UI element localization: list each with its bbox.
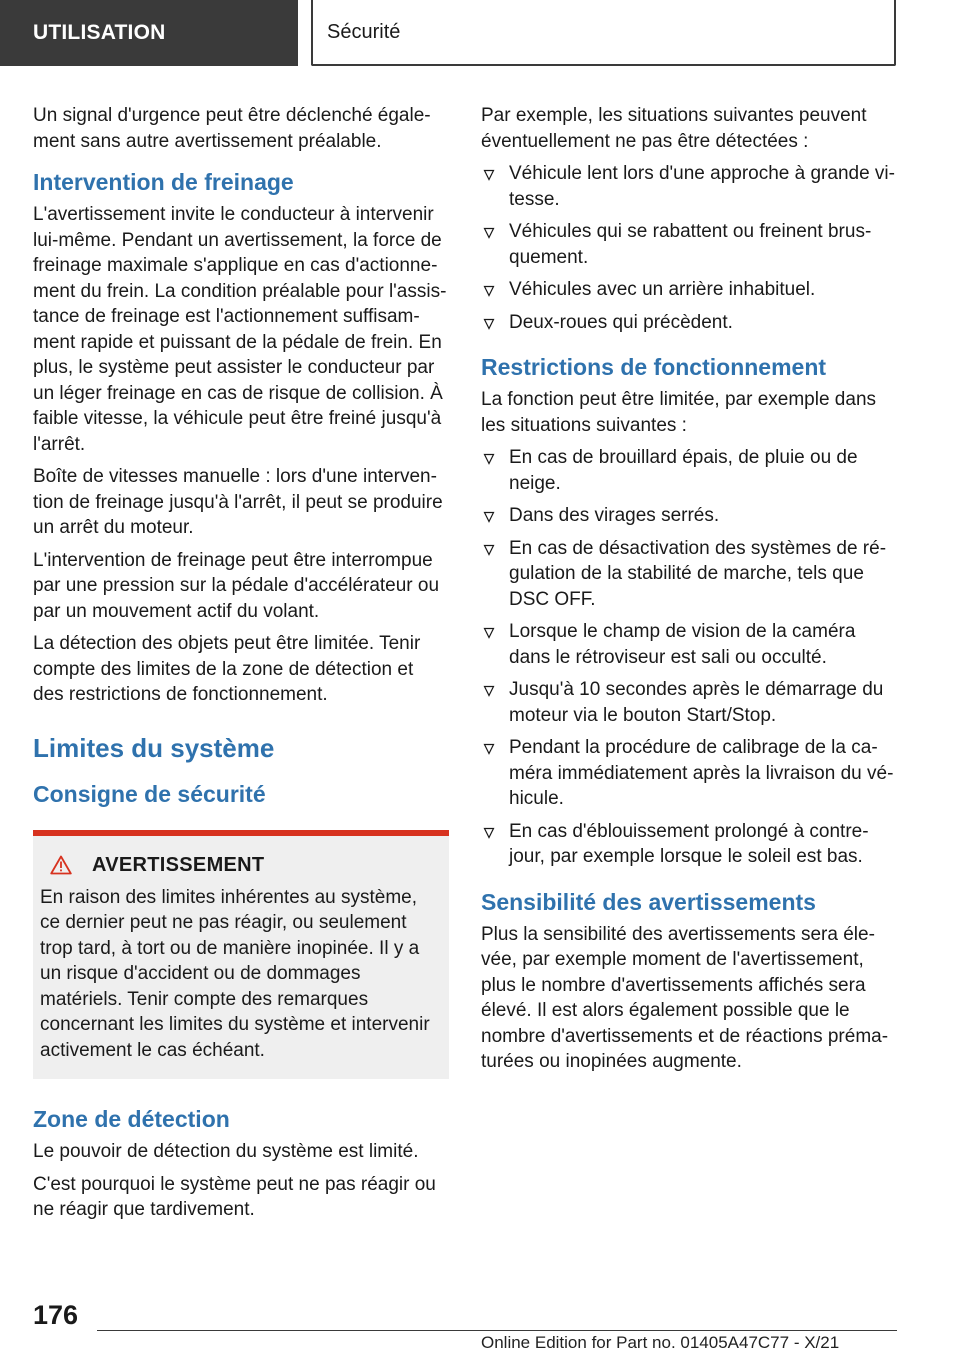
heading-restrictions: Restrictions de fonctionnement <box>481 354 827 380</box>
paragraph: Le pouvoir de détection du système est limité. <box>33 1141 419 1162</box>
paragraph: C'est pourquoi le système peut ne pas réagir ou ne réagir que tardivement. <box>33 1173 436 1220</box>
list-item: Deux-roues qui précèdent. <box>481 310 896 336</box>
triangle-bullet-icon <box>483 743 495 755</box>
paragraph: L'avertissement invite le conducteur à intervenir lui-même. Pendant un avertissement, la force de freinage maximale s'applique en cas d'actionnement du frein. La condition préalable pour l'assistance de freinage est l'actionnement suffisamment rapide et puissant de la pédale de frein. En plus, le système peut assister le conducteur par un léger freinage en cas de risque de collision. À faible vitesse, la véhicule peut être freiné jusqu'à l'arrêt. <box>33 204 447 455</box>
triangle-bullet-icon <box>483 318 495 330</box>
footer-divider <box>97 1330 897 1331</box>
triangle-bullet-icon <box>483 685 495 697</box>
warning-text: En raison des limites inhérentes au système, ce dernier peut ne pas réagir, ou seulement trop tard, à tort ou de manière inopinée. Il y a un risque d'accident ou de dommages matériels. Tenir compte des remarques concernant les limites du système et intervenir activement le cas échéant. <box>40 886 430 1061</box>
paragraph: L'intervention de freinage peut être interrompue par une pression sur la pédale d'accélérateur ou par un mouvement actif du volant. <box>33 549 440 622</box>
heading-limites: Limites du système <box>33 732 275 763</box>
section-title: Sécurité <box>311 0 896 66</box>
list-item: Dans des virages serrés. <box>481 503 896 529</box>
triangle-bullet-icon <box>483 227 495 239</box>
warning-title: AVERTISSEMENT <box>92 853 265 876</box>
heading-zone: Zone de détection <box>33 1106 230 1132</box>
left-column <box>33 103 449 1230</box>
triangle-bullet-icon <box>483 453 495 465</box>
triangle-bullet-icon <box>483 827 495 839</box>
paragraph: Boîte de vitesses manuelle : lors d'une intervention de freinage jusqu'à l'arrêt, il peut se produire un arrêt du moteur. <box>33 466 443 538</box>
edition-note: Online Edition for Part no. 01405A47C77 - X/21 <box>481 1333 840 1352</box>
page-header <box>0 0 960 66</box>
chapter-tab: UTILISATION <box>0 0 298 66</box>
triangle-bullet-icon <box>483 511 495 523</box>
list-item: Véhicules qui se rabattent ou freinent brusquement. <box>481 219 896 270</box>
heading-consigne: Consigne de sécurité <box>33 780 266 807</box>
page-number: 176 <box>33 1300 79 1330</box>
list-item: Lorsque le champ de vision de la caméra dans le rétroviseur est sali ou occulté. <box>481 619 896 670</box>
paragraph: Par exemple, les situations suivantes peuvent éventuellement ne pas être détectées : <box>481 105 867 152</box>
heading-sensibilite: Sensibilité des avertissements <box>481 888 816 915</box>
triangle-bullet-icon <box>483 169 495 181</box>
triangle-bullet-icon <box>483 285 495 297</box>
list-item: Jusqu'à 10 secondes après le démarrage du moteur via le bouton Start/Stop. <box>481 677 896 728</box>
intro-paragraph: Un signal d'urgence peut être déclenché également sans autre avertissement préalable. <box>33 105 431 152</box>
paragraph: La détection des objets peut être limitée. Tenir compte des limites de la zone de détection et des restrictions de fonctionnement. <box>33 633 421 705</box>
list-item: En cas de brouillard épais, de pluie ou de neige. <box>481 445 896 496</box>
list-item: En cas d'éblouissement prolongé à contre-jour, par exemple lorsque le soleil est bas. <box>481 819 896 870</box>
right-column <box>481 103 896 1082</box>
warning-triangle-icon <box>50 855 72 875</box>
paragraph: Plus la sensibilité des avertissements sera élevée, par exemple moment de l'avertissement, plus le nombre d'avertissements affichés sera élevé. Il est alors également possible que le nombre d'avertissements et de réactions prématurées ou inopinées augmente. <box>481 923 889 1072</box>
warning-box <box>33 830 449 1080</box>
list-item: En cas de désactivation des systèmes de régulation de la stabilité de marche, tels que DSC OFF. <box>481 536 896 613</box>
heading-intervention: Intervention de freinage <box>33 169 294 195</box>
triangle-bullet-icon <box>483 627 495 639</box>
paragraph: La fonction peut être limitée, par exemple dans les situations suivantes : <box>481 389 877 436</box>
bullet-list-restrictions <box>481 445 896 870</box>
list-item: Véhicules avec un arrière inhabituel. <box>481 277 896 303</box>
list-item: Véhicule lent lors d'une approche à grande vitesse. <box>481 161 896 212</box>
list-item: Pendant la procédure de calibrage de la caméra immédiatement après la livraison du véhicule. <box>481 735 896 812</box>
triangle-bullet-icon <box>483 544 495 556</box>
bullet-list-undetected <box>481 161 896 335</box>
